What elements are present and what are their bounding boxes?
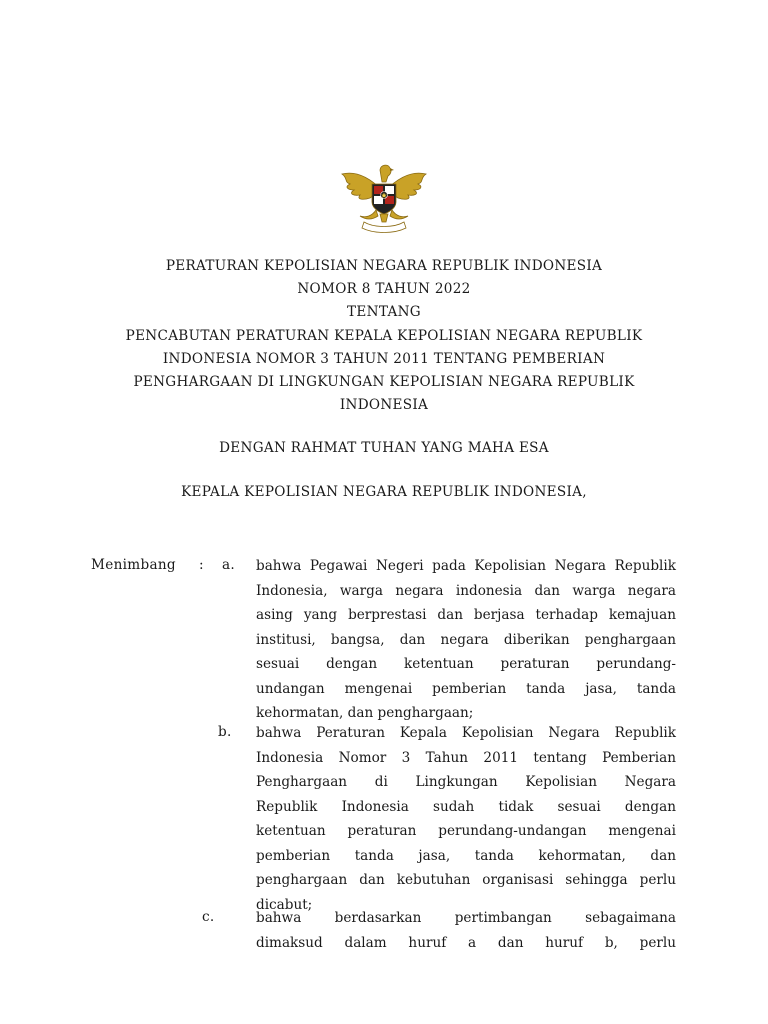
menimbang-colon: : (199, 557, 204, 573)
title-line: TENTANG (347, 304, 421, 321)
title-line: INDONESIA NOMOR 3 TAHUN 2011 TENTANG PEMBERIAN (162, 350, 606, 367)
item-letter-b: b. (218, 724, 232, 740)
text-line: ketentuan peraturan perundang-undangan mengenai (256, 823, 676, 839)
text-line: institusi, bangsa, dan negara diberikan penghargaan (256, 631, 676, 648)
title-number-line: NOMOR 8 TAHUN 2022 (297, 281, 471, 298)
text-line: asing yang berprestasi dan berjasa terhadap kemajuan (256, 607, 676, 623)
title-line: PENCABUTAN PERATURAN KEPALA KEPOLISIAN NEGARA REPUBLIK (125, 327, 643, 344)
text-line: bahwa Pegawai Negeri pada Kepolisian Negara Republik (256, 558, 676, 574)
text-line: Indonesia Nomor 3 Tahun 2011 tentang Pemberian (256, 749, 676, 766)
text-line: dicabut; (256, 896, 313, 913)
issuer-text: KEPALA KEPOLISIAN NEGARA REPUBLIK INDONESIA, (181, 484, 587, 500)
text-line: penghargaan dan kebutuhan organisasi sehingga perlu (256, 872, 676, 888)
text-line: pemberian tanda jasa, tanda kehormatan, dan (256, 847, 676, 864)
text-line: Penghargaan di Lingkungan Kepolisian Negara (256, 774, 676, 790)
item-text-a (256, 554, 676, 726)
text-line: kehormatan, dan penghargaan; (256, 705, 474, 721)
item-letter-a: a. (222, 557, 236, 573)
text-line: Republik Indonesia sudah tidak sesuai dengan (256, 798, 676, 815)
item-letter-c: c. (202, 909, 215, 925)
menimbang-label: Menimbang (91, 557, 176, 573)
regulation-title (80, 255, 688, 417)
title-line: PENGHARGAAN DI LINGKUNGAN KEPOLISIAN NEGARA REPUBLIK (133, 374, 635, 391)
invocation-text: DENGAN RAHMAT TUHAN YANG MAHA ESA (219, 440, 549, 456)
text-line: bahwa Peraturan Kepala Kepolisian Negara Republik (256, 725, 676, 741)
title-line: INDONESIA (339, 397, 429, 414)
text-line: sesuai dengan ketentuan peraturan perundang- (256, 656, 676, 672)
text-line: undangan mengenai pemberian tanda jasa, tanda (256, 680, 676, 697)
item-text-c (256, 906, 676, 955)
item-text-b (256, 721, 676, 917)
title-line: PERATURAN KEPOLISIAN NEGARA REPUBLIK INDONESIA (165, 258, 603, 274)
text-line: Indonesia, warga negara indonesia dan warga negara (256, 582, 676, 599)
text-line: bahwa berdasarkan pertimbangan sebagaimana (256, 910, 676, 926)
text-line: dimaksud dalam huruf a dan huruf b, perlu (256, 934, 676, 951)
garuda-pancasila-emblem-icon (336, 160, 432, 234)
